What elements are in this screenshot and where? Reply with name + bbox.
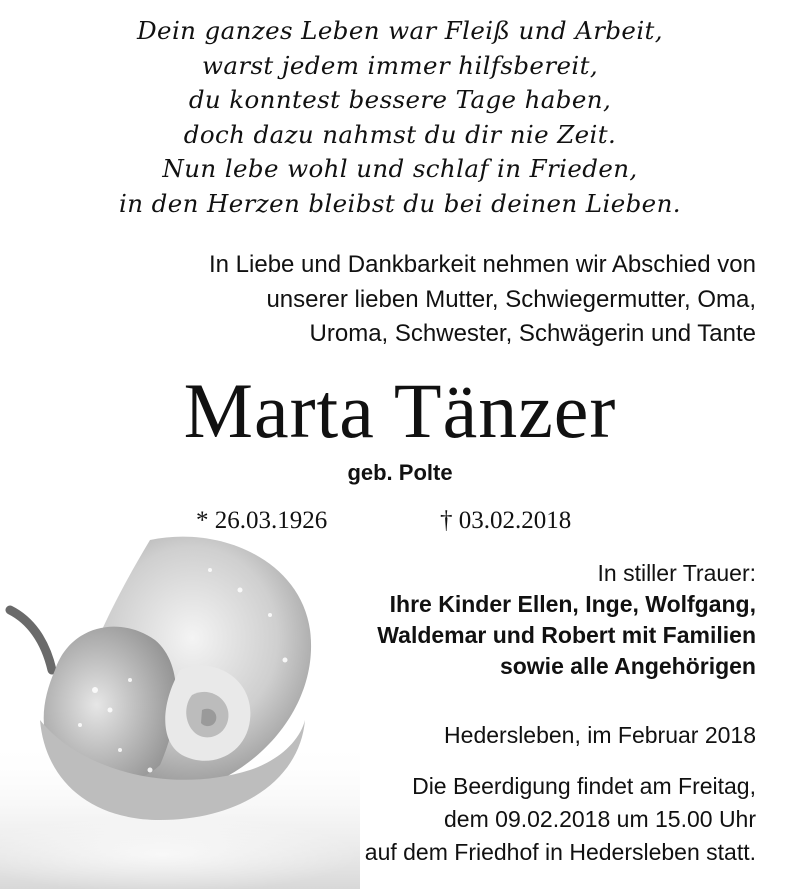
mourners-line: sowie alle Angehörigen (499, 653, 756, 679)
intro-line: In Liebe und Dankbarkeit nehmen wir Abschied von (208, 251, 756, 278)
poem-line: Nun lebe wohl und schlaf in Frieden, (162, 154, 638, 183)
mourners-line: Waldemar und Robert mit Familien (377, 622, 756, 648)
funeral-notice (236, 770, 756, 869)
deceased-name: Marta Tänzer (183, 367, 617, 454)
maiden-name: geb. Polte (347, 460, 453, 485)
mourners-lead: In stiller Trauer: (597, 560, 756, 586)
poem-line: du konntest bessere Tage haben, (188, 85, 612, 114)
mourners-line: Ihre Kinder Ellen, Inge, Wolfgang, (389, 591, 756, 617)
funeral-line: auf dem Friedhof in Hedersleben statt. (364, 839, 756, 865)
poem (0, 14, 800, 221)
funeral-line: Die Beerdigung findet am Freitag, (412, 773, 756, 799)
poem-line: Dein ganzes Leben war Fleiß und Arbeit, (137, 16, 663, 45)
birth-date: * 26.03.1926 (196, 507, 328, 534)
mourners-block (276, 558, 756, 682)
poem-line: in den Herzen bleibst du bei deinen Lieben. (119, 188, 681, 218)
death-date: † 03.02.2018 (440, 507, 572, 534)
place-date: Hedersleben, im Februar 2018 (444, 722, 756, 748)
funeral-line: dem 09.02.2018 um 15.00 Uhr (444, 806, 756, 832)
poem-line: doch dazu nahmst du dir nie Zeit. (183, 119, 617, 149)
poem-line: warst jedem immer hilfsbereit, (201, 50, 599, 80)
farewell-intro (56, 248, 756, 352)
intro-line: unserer lieben Mutter, Schwiegermutter, Oma, (266, 285, 756, 313)
intro-line: Uroma, Schwester, Schwägerin und Tante (309, 320, 756, 347)
